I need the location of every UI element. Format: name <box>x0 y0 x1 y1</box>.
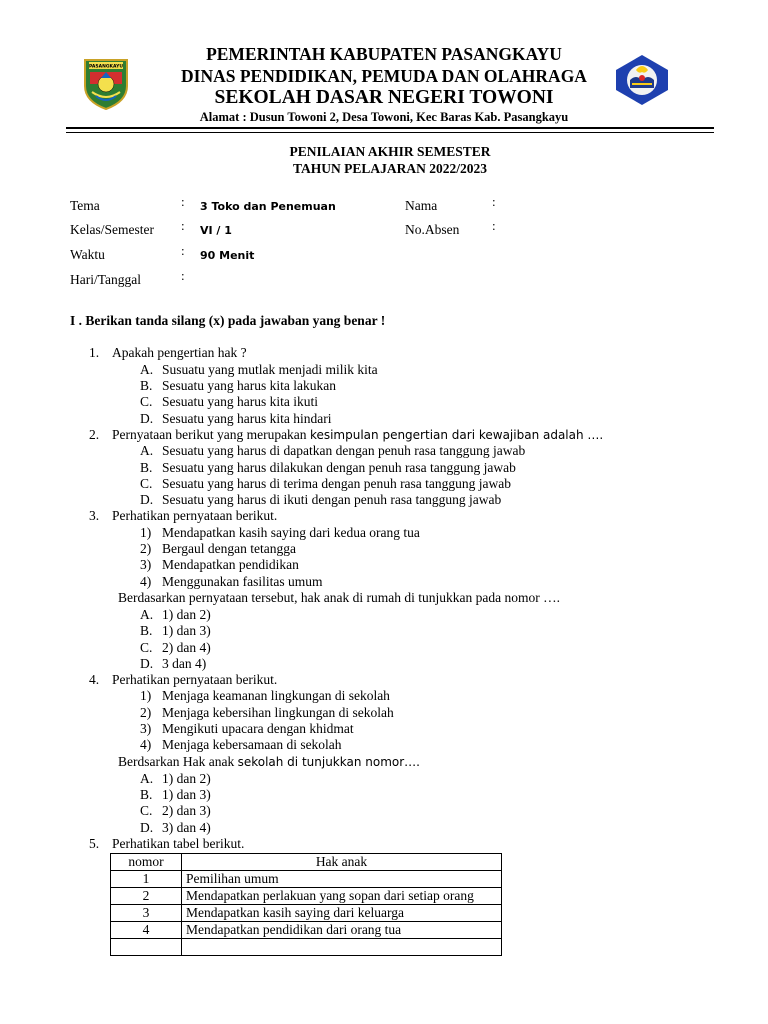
option-text: 2) dan 4) <box>162 640 211 655</box>
waktu-colon: : <box>181 243 185 258</box>
rights-table <box>110 853 502 956</box>
statement-text: Menjaga kebersihan lingkungan di sekolah <box>162 705 394 720</box>
statement-number: 1) <box>140 525 152 540</box>
exam-year: TAHUN PELAJARAN 2022/2023 <box>292 161 487 176</box>
statement-number: 2) <box>140 705 152 720</box>
option-letter: C. <box>140 640 153 655</box>
question-number: 1. <box>89 345 100 360</box>
table-cell: 4 <box>111 922 182 939</box>
option-text: Sesuatu yang harus di dapatkan dengan penuh rasa tanggung jawab <box>162 443 526 458</box>
statement-text: Bergaul dengan tetangga <box>162 541 296 556</box>
table-cell: 1 <box>111 871 182 888</box>
statement-number: 4) <box>140 574 152 589</box>
question-text <box>112 427 603 443</box>
option-text: Susuatu yang mutlak menjadi milik kita <box>162 362 378 377</box>
statement-number: 3) <box>140 557 152 572</box>
exam-title: PENILAIAN AKHIR SEMESTER <box>289 144 491 159</box>
letterhead-school: SEKOLAH DASAR NEGERI TOWONI <box>214 87 554 108</box>
option-letter: B. <box>140 787 153 802</box>
table-cell: Mendapatkan perlakuan yang sopan dari setiap orang <box>182 888 502 905</box>
question-number: 4. <box>89 672 100 687</box>
table-row <box>111 888 502 905</box>
question-prompt-sans: sekolah di tunjukkan nomor…. <box>237 755 420 769</box>
option-text: Sesuatu yang harus kita lakukan <box>162 378 336 393</box>
statement-number: 3) <box>140 721 152 736</box>
option-text: Sesuatu yang harus di ikuti dengan penuh rasa tanggung jawab <box>162 492 502 507</box>
statement-text: Mendapatkan pendidikan <box>162 557 299 572</box>
question-prompt-serif: Berdsarkan Hak anak <box>118 754 238 769</box>
option-text: 3) dan 4) <box>162 820 211 835</box>
option-text: 1) dan 3) <box>162 623 211 638</box>
option-letter: B. <box>140 623 153 638</box>
svg-text:PASANGKAYU: PASANGKAYU <box>88 64 124 70</box>
kelas-label: Kelas/Semester <box>70 222 154 237</box>
option-letter: C. <box>140 394 153 409</box>
table-header-cell: nomor <box>111 854 182 871</box>
hari-label: Hari/Tanggal <box>70 272 142 287</box>
statement-text: Menggunakan fasilitas umum <box>162 574 323 589</box>
question-text-sans: kesimpulan pengertian dari kewajiban adalah …. <box>309 428 604 442</box>
option-letter: C. <box>140 476 153 491</box>
table-header-row <box>111 854 502 871</box>
question-number: 5. <box>89 836 100 851</box>
letterhead-government: PEMERINTAH KABUPATEN PASANGKAYU <box>206 44 562 64</box>
absen-label: No.Absen <box>405 222 460 237</box>
option-text: 2) dan 3) <box>162 803 211 818</box>
question-text: Perhatikan tabel berikut. <box>112 836 245 851</box>
option-letter: D. <box>140 820 154 835</box>
option-letter: A. <box>140 607 154 622</box>
kelas-colon: : <box>181 218 185 233</box>
option-letter: D. <box>140 656 154 671</box>
tema-colon: : <box>181 194 185 209</box>
kelas-value: VI / 1 <box>200 224 232 237</box>
header-divider-thick <box>66 127 714 129</box>
option-text: 1) dan 2) <box>162 607 211 622</box>
option-letter: D. <box>140 492 154 507</box>
statement-number: 1) <box>140 688 152 703</box>
option-text: 3 dan 4) <box>162 656 207 671</box>
option-letter: C. <box>140 803 153 818</box>
statement-number: 2) <box>140 541 152 556</box>
nama-colon: : <box>492 194 496 209</box>
letterhead-department: DINAS PENDIDIKAN, PEMUDA DAN OLAHRAGA <box>181 66 587 86</box>
table-cell: Mendapatkan pendidikan dari orang tua <box>182 922 502 939</box>
header-divider-thin <box>66 132 714 133</box>
table-cell: Pemilihan umum <box>182 871 502 888</box>
table-cell: 2 <box>111 888 182 905</box>
question-number: 3. <box>89 508 100 523</box>
tema-label: Tema <box>70 198 100 213</box>
statement-text: Mendapatkan kasih saying dari kedua orang tua <box>162 525 420 540</box>
table-cell: 3 <box>111 905 182 922</box>
option-letter: A. <box>140 362 154 377</box>
table-cell: Mendapatkan kasih saying dari keluarga <box>182 905 502 922</box>
option-text: Sesuatu yang harus dilakukan dengan penuh rasa tanggung jawab <box>162 460 516 475</box>
question-text: Apakah pengertian hak ? <box>112 345 247 360</box>
option-text: Sesuatu yang harus di terima dengan penuh rasa tanggung jawab <box>162 476 512 491</box>
statement-text: Menjaga keamanan lingkungan di sekolah <box>162 688 390 703</box>
table-cell <box>182 939 502 956</box>
question-text: Perhatikan pernyataan berikut. <box>112 508 278 523</box>
table-row <box>111 905 502 922</box>
question-prompt <box>118 754 420 770</box>
absen-colon: : <box>492 218 496 233</box>
question-prompt: Berdasarkan pernyataan tersebut, hak anak di rumah di tunjukkan pada nomor …. <box>118 590 560 605</box>
table-row <box>111 939 502 956</box>
option-letter: A. <box>140 443 154 458</box>
option-text: Sesuatu yang harus kita hindari <box>162 411 332 426</box>
option-text: 1) dan 2) <box>162 771 211 786</box>
waktu-value: 90 Menit <box>200 249 255 262</box>
letterhead-address: Alamat : Dusun Towoni 2, Desa Towoni, Kec Baras Kab. Pasangkayu <box>199 110 569 124</box>
section-instruction: I . Berikan tanda silang (x) pada jawaban yang benar ! <box>70 313 386 328</box>
option-letter: B. <box>140 378 153 393</box>
option-letter: A. <box>140 771 154 786</box>
table-cell <box>111 939 182 956</box>
option-text: 1) dan 3) <box>162 787 211 802</box>
question-number: 2. <box>89 427 100 442</box>
statement-number: 4) <box>140 737 152 752</box>
option-letter: D. <box>140 411 154 426</box>
nama-label: Nama <box>405 198 438 213</box>
option-letter: B. <box>140 460 153 475</box>
waktu-label: Waktu <box>70 247 105 262</box>
question-text: Perhatikan pernyataan berikut. <box>112 672 278 687</box>
statement-text: Mengikuti upacara dengan khidmat <box>162 721 354 736</box>
statement-text: Menjaga kebersamaan di sekolah <box>162 737 342 752</box>
question-text-serif: Pernyataan berikut yang merupakan <box>112 427 310 442</box>
option-text: Sesuatu yang harus kita ikuti <box>162 394 318 409</box>
hari-colon: : <box>181 268 185 283</box>
table-row <box>111 871 502 888</box>
table-header-cell: Hak anak <box>182 854 502 871</box>
table-row <box>111 922 502 939</box>
tema-value: 3 Toko dan Penemuan <box>200 200 336 213</box>
